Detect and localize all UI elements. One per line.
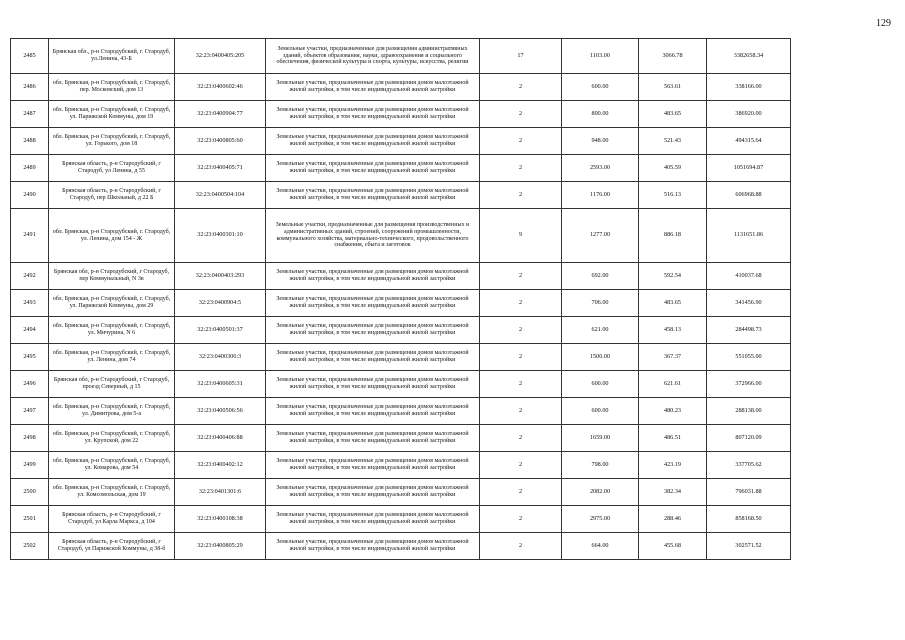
address-cell: Брянская область, р-н Стародубский, г Стародуб, ул Ленина, д 55 xyxy=(49,155,175,182)
area-cell: 1659.00 xyxy=(562,425,639,452)
purpose-code-cell: 2 xyxy=(480,452,562,479)
table-row xyxy=(11,533,891,560)
cadastral-value-cell: 3382658.34 xyxy=(707,39,791,74)
purpose-code-cell: 2 xyxy=(480,506,562,533)
row-number-cell: 2489 xyxy=(11,155,49,182)
purpose-code-cell: 9 xyxy=(480,209,562,263)
specific-value-cell: 486.51 xyxy=(639,425,707,452)
purpose-code-cell: 2 xyxy=(480,182,562,209)
land-purpose-cell: Земельные участки, предназначенные для размещения домов малоэтажной жилой застройки, в том числе индивидуальной жилой застройки xyxy=(266,344,480,371)
cadastral-value-cell: 1051694.87 xyxy=(707,155,791,182)
table-row xyxy=(11,209,891,263)
specific-value-cell: 423.19 xyxy=(639,452,707,479)
area-cell: 2593.00 xyxy=(562,155,639,182)
cadastral-number-cell: 32:23:0400406:88 xyxy=(175,425,266,452)
land-purpose-cell: Земельные участки, предназначенные для размещения домов малоэтажной жилой застройки, в том числе индивидуальной жилой застройки xyxy=(266,506,480,533)
address-cell: обл. Брянская, р-н Стародубский, г. Стародуб, ул. Парижской Коммуны, дом 19 xyxy=(49,101,175,128)
row-number-cell: 2499 xyxy=(11,452,49,479)
purpose-code-cell: 17 xyxy=(480,39,562,74)
address-cell: обл. Брянская, р-н Стародубский, г. Стародуб, ул. Комсомольская, дом 19 xyxy=(49,479,175,506)
purpose-code-cell: 2 xyxy=(480,398,562,425)
specific-value-cell: 516.13 xyxy=(639,182,707,209)
specific-value-cell: 455.68 xyxy=(639,533,707,560)
table-row xyxy=(11,425,891,452)
cadastral-value-cell: 606968.88 xyxy=(707,182,791,209)
address-cell: обл. Брянская, р-н Стародубский, г. Стародуб, ул. Ленина, дом 74 xyxy=(49,344,175,371)
land-purpose-cell: Земельные участки, предназначенные для размещения домов малоэтажной жилой застройки, в том числе индивидуальной жилой застройки xyxy=(266,74,480,101)
address-cell: Брянская обл, р-н Стародубский, г Стародуб, пер Коммунальный, N 3в xyxy=(49,263,175,290)
land-purpose-cell: Земельные участки, предназначенные для размещения домов малоэтажной жилой застройки, в том числе индивидуальной жилой застройки xyxy=(266,425,480,452)
specific-value-cell: 483.65 xyxy=(639,290,707,317)
area-cell: 621.00 xyxy=(562,317,639,344)
cadastral-value-cell: 410037.68 xyxy=(707,263,791,290)
table-row xyxy=(11,101,891,128)
specific-value-cell: 621.61 xyxy=(639,371,707,398)
table-row xyxy=(11,398,891,425)
cadastral-number-cell: 32:23:0400405:71 xyxy=(175,155,266,182)
cadastral-value-cell: 807120.09 xyxy=(707,425,791,452)
row-number-cell: 2502 xyxy=(11,533,49,560)
purpose-code-cell: 2 xyxy=(480,263,562,290)
cadastral-number-cell: 32:23:0400904:5 xyxy=(175,290,266,317)
land-purpose-cell: Земельные участки, предназначенные для размещения домов малоэтажной жилой застройки, в том числе индивидуальной жилой застройки xyxy=(266,317,480,344)
address-cell: Брянская область, р-н Стародубский, г Стародуб, ул Парижской Коммуны, д 38-б xyxy=(49,533,175,560)
area-cell: 600.00 xyxy=(562,74,639,101)
address-cell: Брянская область, р-н Стародубский, г Стародуб, пер Школьный, д 22 Б xyxy=(49,182,175,209)
land-purpose-cell: Земельные участки, предназначенные для размещения производственных и административных зданий, строений, сооружений промышленности, коммунального хозяйства, материально-технического, продовольственного снабжения, сбыта и заготовок xyxy=(266,209,480,263)
area-cell: 1500.00 xyxy=(562,344,639,371)
land-purpose-cell: Земельные участки, предназначенные для размещения домов малоэтажной жилой застройки, в том числе индивидуальной жилой застройки xyxy=(266,155,480,182)
land-purpose-cell: Земельные участки, предназначенные для размещения домов малоэтажной жилой застройки, в том числе индивидуальной жилой застройки xyxy=(266,533,480,560)
specific-value-cell: 592.54 xyxy=(639,263,707,290)
row-number-cell: 2498 xyxy=(11,425,49,452)
specific-value-cell: 521.43 xyxy=(639,128,707,155)
purpose-code-cell: 2 xyxy=(480,317,562,344)
cadastral-number-cell: 32:23:0400403:293 xyxy=(175,263,266,290)
cadastral-value-cell: 338166.00 xyxy=(707,74,791,101)
area-cell: 2082.00 xyxy=(562,479,639,506)
cadastral-number-cell: 32:23:0400405:205 xyxy=(175,39,266,74)
cadastral-value-cell: 386920.00 xyxy=(707,101,791,128)
land-purpose-cell: Земельные участки, предназначенные для размещения домов малоэтажной жилой застройки, в том числе индивидуальной жилой застройки xyxy=(266,398,480,425)
specific-value-cell: 563.61 xyxy=(639,74,707,101)
cadastral-value-cell: 302571.52 xyxy=(707,533,791,560)
cadastral-number-cell: 32:23:0400605:31 xyxy=(175,371,266,398)
cadastral-number-cell: 32:23:0400602:46 xyxy=(175,74,266,101)
purpose-code-cell: 2 xyxy=(480,425,562,452)
cadastral-number-cell: 32:23:0400504:104 xyxy=(175,182,266,209)
row-number-cell: 2485 xyxy=(11,39,49,74)
table-row xyxy=(11,263,891,290)
cadastral-value-cell: 494315.64 xyxy=(707,128,791,155)
table-row xyxy=(11,344,891,371)
purpose-code-cell: 2 xyxy=(480,290,562,317)
cadastral-number-cell: 32:23:0400108:38 xyxy=(175,506,266,533)
table-row xyxy=(11,39,891,74)
purpose-code-cell: 2 xyxy=(480,533,562,560)
specific-value-cell: 458.13 xyxy=(639,317,707,344)
table-row xyxy=(11,74,891,101)
specific-value-cell: 886.18 xyxy=(639,209,707,263)
purpose-code-cell: 2 xyxy=(480,74,562,101)
cadastral-number-cell: 32:23:0400501:37 xyxy=(175,317,266,344)
land-purpose-cell: Земельные участки, предназначенные для размещения домов малоэтажной жилой застройки, в том числе индивидуальной жилой застройки xyxy=(266,128,480,155)
table-row xyxy=(11,371,891,398)
table-row xyxy=(11,155,891,182)
land-purpose-cell: Земельные участки, предназначенные для размещения домов малоэтажной жилой застройки, в том числе индивидуальной жилой застройки xyxy=(266,290,480,317)
cadastral-number-cell: 32:23:0401301:6 xyxy=(175,479,266,506)
specific-value-cell: 405.59 xyxy=(639,155,707,182)
land-purpose-cell: Земельные участки, предназначенные для размещения домов малоэтажной жилой застройки, в том числе индивидуальной жилой застройки xyxy=(266,101,480,128)
row-number-cell: 2492 xyxy=(11,263,49,290)
area-cell: 600.00 xyxy=(562,398,639,425)
specific-value-cell: 288.46 xyxy=(639,506,707,533)
cadastral-number-cell: 32:23:0400306:3 xyxy=(175,344,266,371)
land-purpose-cell: Земельные участки, предназначенные для размещения административных зданий, объектов образования, науки, здравоохранения и социального обеспечения, физической культуры и спорта, культуры, искусства, религии xyxy=(266,39,480,74)
purpose-code-cell: 2 xyxy=(480,101,562,128)
specific-value-cell: 3066.78 xyxy=(639,39,707,74)
table-row xyxy=(11,290,891,317)
area-cell: 706.00 xyxy=(562,290,639,317)
cadastral-value-cell: 341456.90 xyxy=(707,290,791,317)
row-number-cell: 2500 xyxy=(11,479,49,506)
page-number: 129 xyxy=(876,18,891,29)
address-cell: обл. Брянская, р-н Стародубский, г. Стародуб, ул. Крупской, дом 22 xyxy=(49,425,175,452)
specific-value-cell: 382.34 xyxy=(639,479,707,506)
area-cell: 798.00 xyxy=(562,452,639,479)
cadastral-value-cell: 337705.62 xyxy=(707,452,791,479)
address-cell: обл. Брянская, р-н Стародубский, г. Стародуб, ул. Парижской Коммуны, дом 29 xyxy=(49,290,175,317)
area-cell: 1103.00 xyxy=(562,39,639,74)
address-cell: обл. Брянская, р-н Стародубский, г. Стародуб, ул. Димитрова, дом 5-а xyxy=(49,398,175,425)
row-number-cell: 2490 xyxy=(11,182,49,209)
address-cell: Брянская обл, р-н Стародубский, г Стародуб, проезд Северный, д 15 xyxy=(49,371,175,398)
table-row xyxy=(11,182,891,209)
cadastral-value-cell: 858168.50 xyxy=(707,506,791,533)
row-number-cell: 2496 xyxy=(11,371,49,398)
table-row xyxy=(11,479,891,506)
land-purpose-cell: Земельные участки, предназначенные для размещения домов малоэтажной жилой застройки, в том числе индивидуальной жилой застройки xyxy=(266,371,480,398)
area-cell: 800.00 xyxy=(562,101,639,128)
table-body xyxy=(11,39,891,560)
address-cell: Брянская область, р-н Стародубский, г Стародуб, ул Карла Маркса, д 104 xyxy=(49,506,175,533)
row-number-cell: 2487 xyxy=(11,101,49,128)
specific-value-cell: 480.23 xyxy=(639,398,707,425)
address-cell: обл. Брянская, р-н Стародубский, г. Стародуб, ул. Ленина, дом 154 - Ж xyxy=(49,209,175,263)
land-plots-table xyxy=(10,38,891,560)
purpose-code-cell: 2 xyxy=(480,128,562,155)
address-cell: обл. Брянская, р-н Стародубский, г. Стародуб, ул. Мичурина, N 6 xyxy=(49,317,175,344)
cadastral-value-cell: 796031.88 xyxy=(707,479,791,506)
area-cell: 600.00 xyxy=(562,371,639,398)
cadastral-value-cell: 372966.00 xyxy=(707,371,791,398)
land-purpose-cell: Земельные участки, предназначенные для размещения домов малоэтажной жилой застройки, в том числе индивидуальной жилой застройки xyxy=(266,182,480,209)
purpose-code-cell: 2 xyxy=(480,155,562,182)
address-cell: обл. Брянская, р-н Стародубский, г. Стародуб, ул. Комарова, дом 54 xyxy=(49,452,175,479)
land-purpose-cell: Земельные участки, предназначенные для размещения домов малоэтажной жилой застройки, в том числе индивидуальной жилой застройки xyxy=(266,479,480,506)
area-cell: 1176.00 xyxy=(562,182,639,209)
specific-value-cell: 367.37 xyxy=(639,344,707,371)
row-number-cell: 2486 xyxy=(11,74,49,101)
row-number-cell: 2488 xyxy=(11,128,49,155)
cadastral-number-cell: 32:23:0400506:56 xyxy=(175,398,266,425)
purpose-code-cell: 2 xyxy=(480,479,562,506)
cadastral-value-cell: 288138.00 xyxy=(707,398,791,425)
land-purpose-cell: Земельные участки, предназначенные для размещения домов малоэтажной жилой застройки, в том числе индивидуальной жилой застройки xyxy=(266,452,480,479)
purpose-code-cell: 2 xyxy=(480,371,562,398)
land-purpose-cell: Земельные участки, предназначенные для размещения домов малоэтажной жилой застройки, в том числе индивидуальной жилой застройки xyxy=(266,263,480,290)
area-cell: 692.00 xyxy=(562,263,639,290)
row-number-cell: 2501 xyxy=(11,506,49,533)
address-cell: обл. Брянская, р-н Стародубский, г. Стародуб, ул. Горького, дом 18 xyxy=(49,128,175,155)
area-cell: 2975.00 xyxy=(562,506,639,533)
table-row xyxy=(11,128,891,155)
cadastral-number-cell: 32:23:0400402:12 xyxy=(175,452,266,479)
cadastral-value-cell: 551055.00 xyxy=(707,344,791,371)
area-cell: 664.00 xyxy=(562,533,639,560)
specific-value-cell: 483.65 xyxy=(639,101,707,128)
row-number-cell: 2494 xyxy=(11,317,49,344)
address-cell: обл. Брянская, р-н Стародубский, г. Стародуб, пер. Московский, дом 13 xyxy=(49,74,175,101)
table-row xyxy=(11,317,891,344)
table-row xyxy=(11,452,891,479)
cadastral-value-cell: 1131651.86 xyxy=(707,209,791,263)
row-number-cell: 2495 xyxy=(11,344,49,371)
table-row xyxy=(11,506,891,533)
area-cell: 948.00 xyxy=(562,128,639,155)
purpose-code-cell: 2 xyxy=(480,344,562,371)
cadastral-value-cell: 284498.73 xyxy=(707,317,791,344)
cadastral-number-cell: 32:23:0400805:60 xyxy=(175,128,266,155)
row-number-cell: 2497 xyxy=(11,398,49,425)
area-cell: 1277.00 xyxy=(562,209,639,263)
row-number-cell: 2491 xyxy=(11,209,49,263)
row-number-cell: 2493 xyxy=(11,290,49,317)
address-cell: Брянская обл., р-н Стародубский, г. Стародуб, ул.Ленина, 43-Б xyxy=(49,39,175,74)
cadastral-number-cell: 32:23:0400301:10 xyxy=(175,209,266,263)
cadastral-number-cell: 32:23:0400904:77 xyxy=(175,101,266,128)
cadastral-number-cell: 32:23:0400805:29 xyxy=(175,533,266,560)
